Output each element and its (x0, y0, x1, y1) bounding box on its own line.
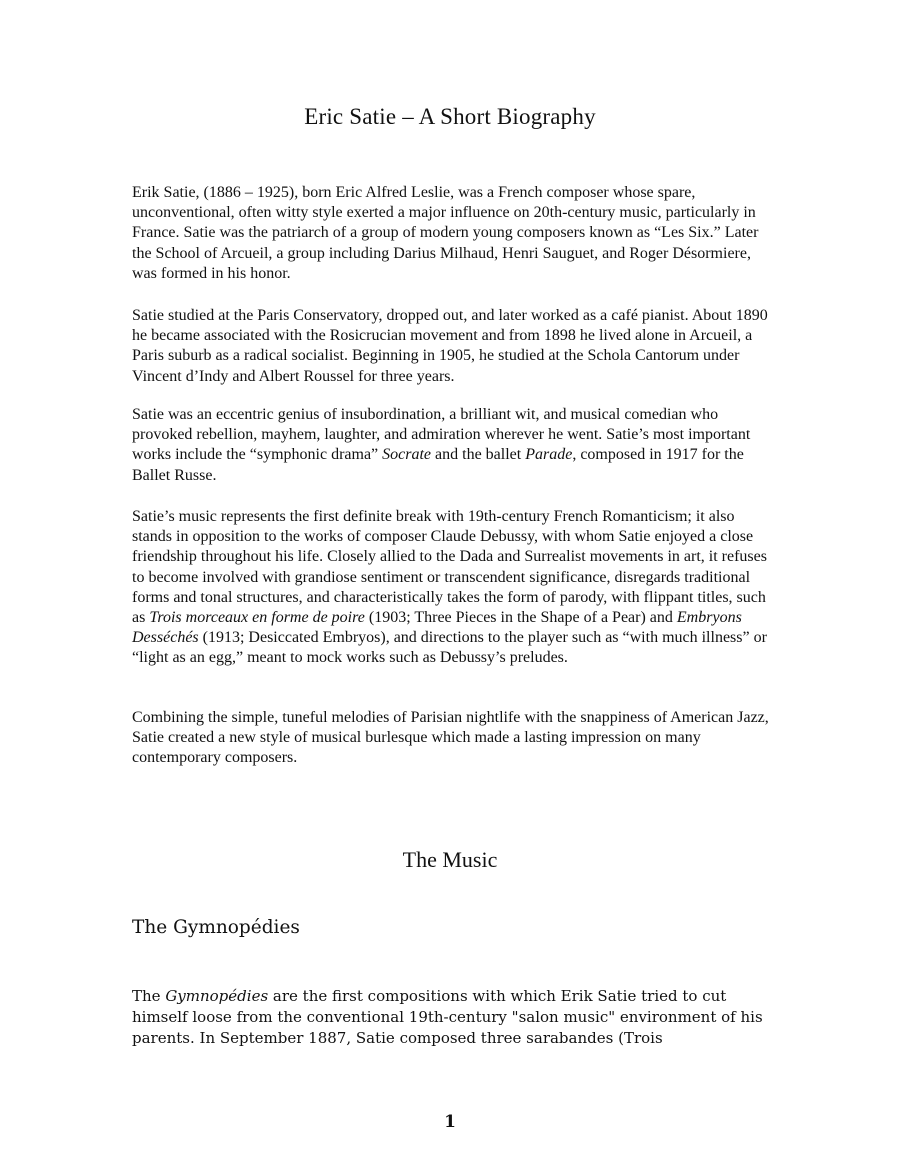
work-title-socrate: Socrate (382, 446, 432, 464)
work-title-parade: Parade (525, 446, 573, 464)
text-segment: Satie’s music represents the first definite break with 19th-century French Romanticism; it also stands in opposition to the works of composer Claude Debussy, with whom Satie enjoyed a close friendship throughout his life. Closely allied to the Dada and Surrealist movements in art, it refuses to become involved with grandiose sentiment or transcendent significance, disregards traditional forms and tonal structures, and characteristically takes the form of parody, with flippant titles, such as (132, 508, 767, 627)
section-heading-music: The Music (402, 847, 498, 872)
text-segment: (1913; Desiccated Embryos), and directions to the player such as “with much illness” or “light as an egg,” meant to mock works such as Debussy’s preludes. (132, 629, 767, 667)
paragraph-music-style (132, 507, 772, 669)
paragraph-legacy: Combining the simple, tuneful melodies of Parisian nightlife with the snappiness of American Jazz, Satie created a new style of musical burlesque which made a lasting impression on many contemporary composers. (132, 709, 769, 767)
paragraph-gymnopedies (132, 986, 772, 1049)
work-title-trois-morceaux: Trois morceaux en forme de poire (149, 609, 365, 627)
work-title-embryons: Embryons Desséchés (132, 609, 742, 647)
text-segment: and the ballet (431, 446, 526, 464)
paragraph-eccentric (132, 405, 772, 486)
paragraph-studies: Satie studied at the Paris Conservatory, dropped out, and later worked as a café pianist. About 1890 he became associated with the Rosicrucian movement and from 1898 he lived alone in Arcueil, a Paris suburb as a radical socialist. Beginning in 1905, he studied at the Schola Cantorum under Vincent d’Indy and Albert Roussel for three years. (132, 307, 768, 385)
page-number: 1 (444, 1112, 456, 1132)
document-title: Eric Satie – A Short Biography (304, 104, 596, 129)
subsection-heading-gymnopedies: The Gymnopédies (132, 917, 300, 938)
work-title-gymnopedies: Gymnopédies (165, 987, 269, 1005)
text-segment: The (132, 987, 166, 1005)
text-segment: are the first compositions with which Erik Satie tried to cut himself loose from the conventional 19th-century "salon music" environment of his parents. In September 1887, Satie composed three sarabandes (Trois (132, 987, 763, 1047)
text-segment: (1903; Three Pieces in the Shape of a Pear) and (364, 609, 677, 627)
text-segment: , composed in 1917 for the Ballet Russe. (132, 446, 744, 484)
text-segment: Satie was an eccentric genius of insubordination, a brilliant wit, and musical comedian who provoked rebellion, mayhem, laughter, and admiration wherever he went. Satie’s most important works include the “symphonic drama” (132, 406, 751, 464)
paragraph-intro: Erik Satie, (1886 – 1925), born Eric Alfred Leslie, was a French composer whose spare, unconventional, often witty style exerted a major influence on 20th-century music, particularly in France. Satie was the patriarch of a group of modern young composers known as “Les Six.” Later the School of Arcueil, a group including Darius Milhaud, Henri Sauguet, and Roger Désormiere, was formed in his honor. (132, 184, 759, 282)
